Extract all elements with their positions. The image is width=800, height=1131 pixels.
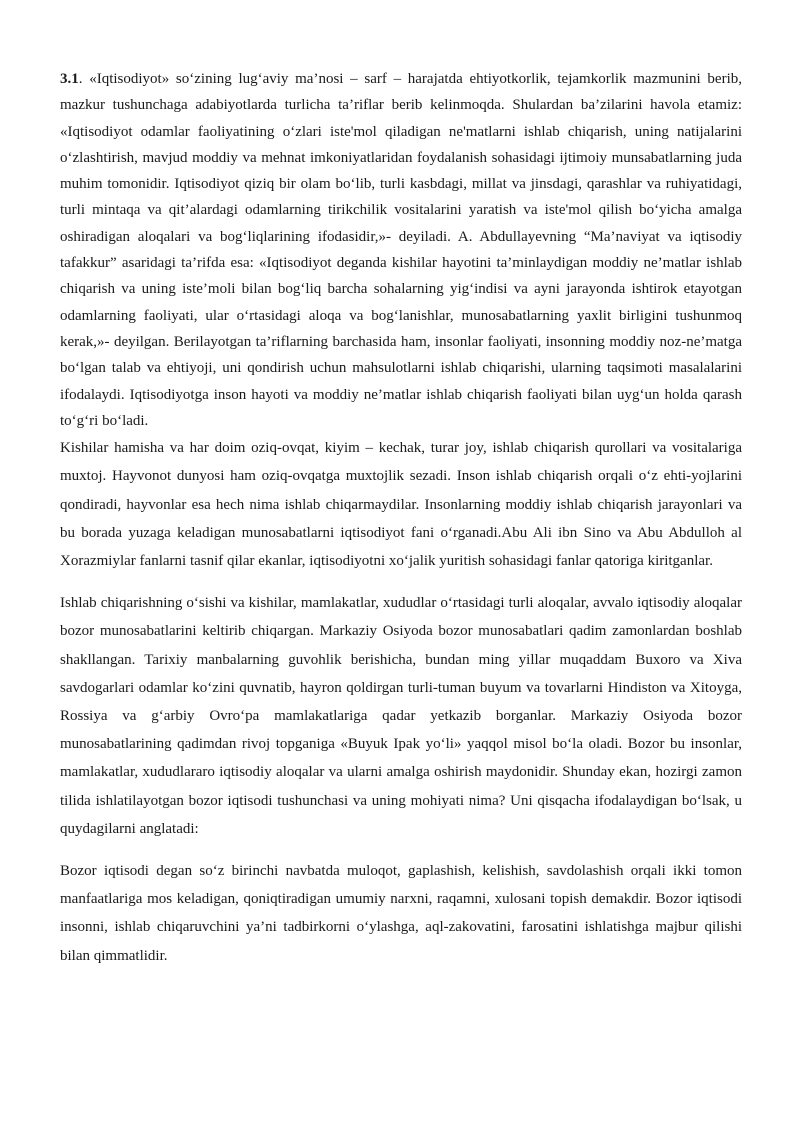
paragraph-needs: Kishilar hamisha va har doim oziq-ovqat, kiyim – kechak, turar joy, ishlab chiqarish qurollari va vositalariga muxtoj. Hayvonot dunyosi ham oziq-ovqatga muxtojlik sezadi. Inson ishlab chiqarish orqali o‘z ehti-yojlarini qondiradi, hayvonlar esa hech nima ishlab chiqarmaydilar. Insonlarning moddiy ishlab chiqarish jarayonlari va bu borada yuzaga keladigan munosabatlarni iqtisodiyot fani o‘rganadi.Abu Ali ibn Sino va Abu Abdulloh al Xorazmiylar fanlarni tasnif qilar ekanlar, iqtisodiyotni xo‘jalik yuritish sohasidagi fanlar qatoriga kiritganlar. — [60, 440, 742, 569]
paragraph-market-history: Ishlab chiqarishning o‘sishi va kishilar, mamlakatlar, xududlar o‘rtasidagi turli aloqalar, avvalo iqtisodiy aloqalar bozor munosabatlarini keltirib chiqargan. Markaziy Osiyoda bozor munosabatlari qadim zamonlardan boshlab shakllangan. Tarixiy manbalarning guvohlik berishicha, bundan ming yillar muqaddam Buxoro va Xiva savdogarlari odamlar ko‘zini quvnatib, hayron qoldirgan turli-tuman buyum va tovarlarni Hindiston va Xitoyga, Rossiya va g‘arbiy Ovro‘pa mamlakatlariga qadar yetkazib borganlar. Markaziy Osiyoda bozor munosabatlarining qadimdan rivoj topganiga «Buyuk Ipak yo‘li» yaqqol misol bo‘la oladi. Bozor bu insonlar, mamlakatlar, xududlararo iqtisodiy aloqalar va ularni amalga oshirish maydonidir. Shunday ekan, hozirgi zamon tilida ishlatilayotgan bozor iqtisodi tushunchasi va uning mohiyati nima? Uni qisqacha ifodalaydigan bo‘lsak, u quydagilarni anglatadi: — [60, 595, 742, 837]
paragraph-market-economy: Bozor iqtisodi degan so‘z birinchi navbatda muloqot, gaplashish, kelishish, savdolashish orqali ikki tomon manfaatlariga mos keladigan, qoniqtiradigan umumiy narxni, raqamni, xulosani topish demakdir. Bozor iqtisodi insonni, ishlab chiqaruvchini ya’ni tadbirkorni o‘ylashga, aql-zakovatini, farosatini ishlatishga majbur qilishi bilan qimmatlidir. — [60, 863, 742, 964]
document-page — [60, 66, 742, 970]
section-number: 3.1 — [60, 71, 79, 87]
paragraph-definition — [60, 66, 742, 434]
paragraph-1-text: . «Iqtisodiyot» so‘zining lug‘aviy ma’nosi – sarf – harajatda ehtiyotkorlik, tejamkorlik mazmunini berib, mazkur tushunchaga adabiyotlarda turlicha ta’riflar berib kelinmoqda. Shulardan ba’zilarini havola etamiz: «Iqtisodiyot odamlar faoliyatining o‘zlari iste'mol qiladigan ne'matlarni ishlab chiqarish, uning natijalarini o‘zlashtirish, mavjud moddiy va mehnat imkoniyatlaridan foydalanish sohasidagi ijtimoiy munsabatlarning juda muhim tomonidir. Iqtisodiyot qiziq bir olam bo‘lib, turli kasbdagi, millat va jinsdagi, qarashlar va ruhiyatidagi, turli mintaqa va qit’alardagi odamlarning tirikchilik vositalarini yaratish va iste'mol qilish bo‘yicha amalga oshiradigan aloqalari va bog‘liqlarining ifodasidir,»- deyiladi. A. Abdullayevning “Ma’naviyat va iqtisodiy tafakkur” asaridagi ta’rifda esa: «Iqtisodiyot deganda kishilar hayotini ta’minlaydigan moddiy ne’matlar ishlab chiqarish va uning iste’moli bilan bog‘liq barcha sohalarning yig‘indisi va ayni jarayonda ishtirok etayotgan odamlarning faoliyati, ular o‘rtasidagi aloqa va bog‘lanishlar, munosabatlarning yaxlit birligini tushunmoq kerak,»- deyilgan. Berilayotgan ta’riflarning barchasida ham, insonlar faoliyati, insonning moddiy noz-ne’matga bo‘lgan talab va ehtiyoji, uni qondirish uchun mahsulotlarni ishlab chiqarishi, ularning taqsimoti masalalarini ifodalaydi. Iqtisodiyotga inson hayoti va moddiy ne’matlar ishlab chiqarish faoliyati bilan uyg‘un holda qarash to‘g‘ri bo‘ladi. — [60, 71, 742, 429]
